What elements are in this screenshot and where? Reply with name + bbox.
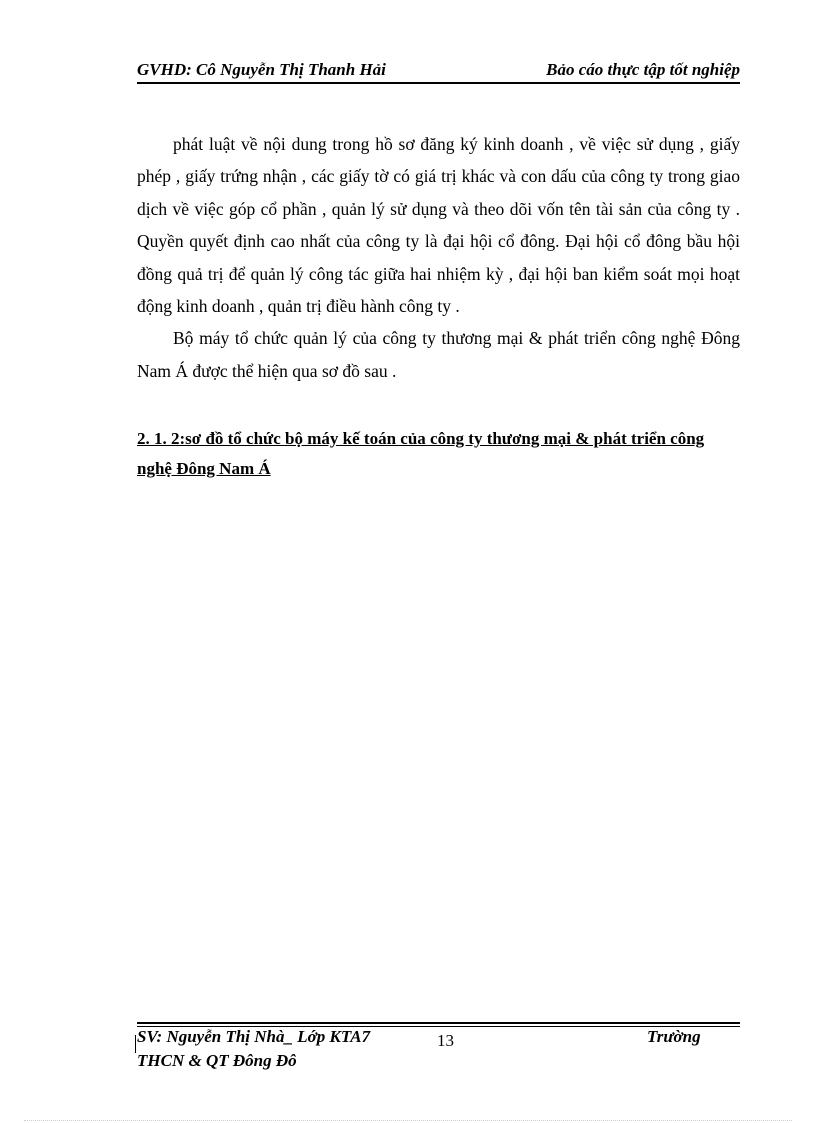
footer-school-part2: THCN & QT Đông Đô [137,1051,297,1070]
text-cursor [135,1035,136,1053]
body-text [137,128,740,387]
header-supervisor: GVHD: Cô Nguyễn Thị Thanh Hải [137,60,386,79]
footer-school-part1: Trường [647,1027,701,1046]
header-report-title: Bảo cáo thực tập tốt nghiệp [546,60,740,79]
footer-student: SV: Nguyễn Thị Nhà_ Lớp KTA7 [137,1027,371,1046]
page-bottom-border [24,1120,792,1121]
section-heading: 2. 1. 2:sơ đồ tổ chức bộ máy kế toán của công ty thương mại & phát triển công nghệ Đông Nam Á [137,429,705,478]
paragraph: phát luật về nội dung trong hồ sơ đăng ký kinh doanh , về việc sử dụng , giấy phép , giấy trứng nhận , các giấy tờ có giá trị khác và con dấu của công ty trong giao dịch về việc góp cổ phần , quản lý sử dụng và theo dõi vốn tên tài sản của công ty . Quyền quyết định cao nhất của công ty là đại hội cổ đông. Đại hội cổ đông bầu hội đồng quả trị để quản lý công tác giữa hai nhiệm kỳ , đại hội ban kiểm soát mọi hoạt động kinh doanh , quản trị điều hành công ty . [137,134,740,317]
footer-divider [137,1022,740,1024]
page-number: 13 [437,1031,454,1050]
page-footer [137,1027,740,1077]
page-header [137,58,740,84]
paragraph: Bộ máy tổ chức quản lý của công ty thương mại & phát triển công nghệ Đông Nam Á được thể hiện qua sơ đồ sau . [137,328,740,381]
